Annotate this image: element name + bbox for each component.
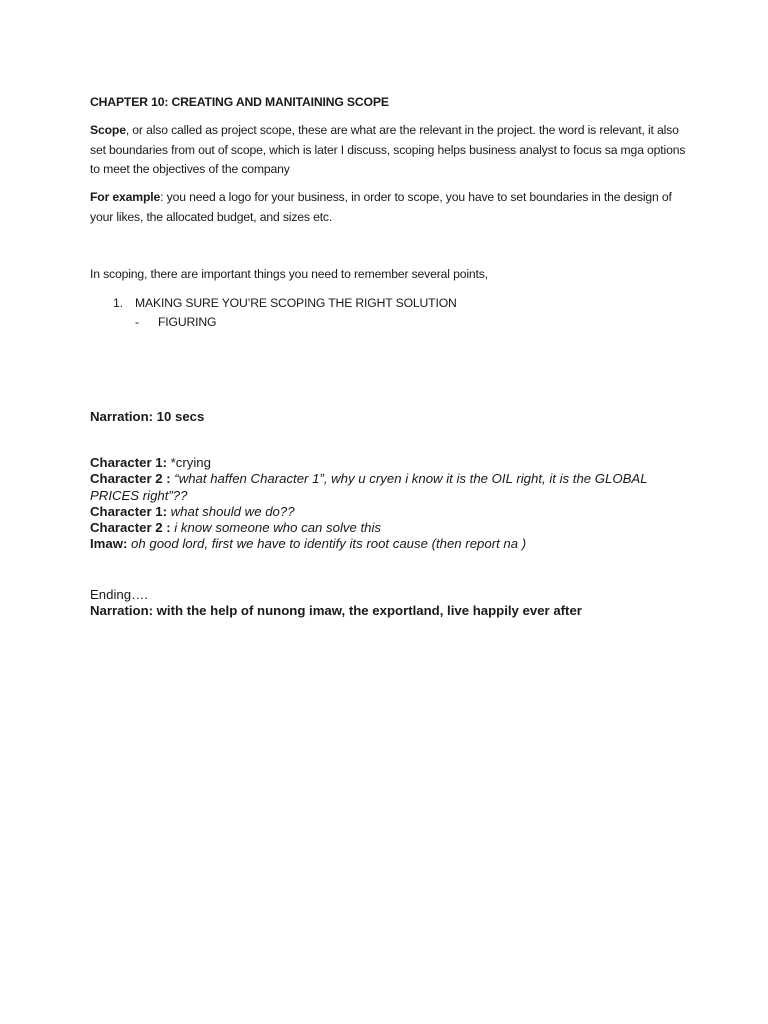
sub-list-dash: - (135, 315, 139, 329)
speaker: Character 2 : (90, 520, 171, 536)
sub-list-text: FIGURING (158, 315, 217, 329)
example-paragraph (90, 188, 690, 227)
narration-heading: Narration: 10 secs (90, 409, 205, 424)
scope-term: Scope (90, 123, 126, 137)
list-item-text: MAKING SURE YOU’RE SCOPING THE RIGHT SOLUTION (135, 296, 457, 310)
dialogue-block (90, 455, 650, 553)
example-term: For example (90, 190, 161, 204)
list-number: 1. (113, 296, 123, 310)
dialogue-line (90, 504, 650, 520)
speaker: Character 1: (90, 455, 167, 470)
speaker: Character 1: (90, 503, 167, 519)
line-text: oh good lord, first we have to identify its root cause (then report na ) (127, 536, 527, 552)
scope-paragraph (90, 121, 690, 180)
ending-label: Ending…. (90, 587, 148, 602)
closing-narration: Narration: with the help of nunong imaw, the exportland, live happily ever after (90, 603, 582, 619)
speaker: Imaw: (90, 536, 128, 552)
sub-list-item (0, 313, 768, 333)
scope-text: , or also called as project scope, these are what are the relevant in the project. the word is relevant, it also set boundaries from out of scope, which is later I discuss, scoping helps business analyst to focus sa mga options to meet the objectives of the company (90, 123, 686, 176)
dialogue-line (90, 520, 650, 536)
ending-block (90, 587, 690, 620)
scoping-intro: In scoping, there are important things you need to remember several points, (90, 267, 488, 281)
dialogue-line (90, 455, 650, 471)
dialogue-line (90, 536, 650, 552)
line-text: *crying (166, 455, 211, 470)
line-text: “what haffen Character 1”, why u cryen i know it is the OIL right, it is the GLOBAL PRICES right”?? (90, 471, 648, 503)
speaker: Character 2 : (90, 471, 171, 487)
example-text: : you need a logo for your business, in order to scope, you have to set boundaries in the design of your likes, the allocated budget, and sizes etc. (90, 190, 672, 224)
chapter-title: CHAPTER 10: CREATING AND MANITAINING SCOPE (90, 95, 389, 109)
line-text: what should we do?? (166, 503, 295, 519)
list-item (0, 294, 768, 314)
dialogue-line (90, 471, 650, 504)
line-text: i know someone who can solve this (170, 520, 382, 536)
